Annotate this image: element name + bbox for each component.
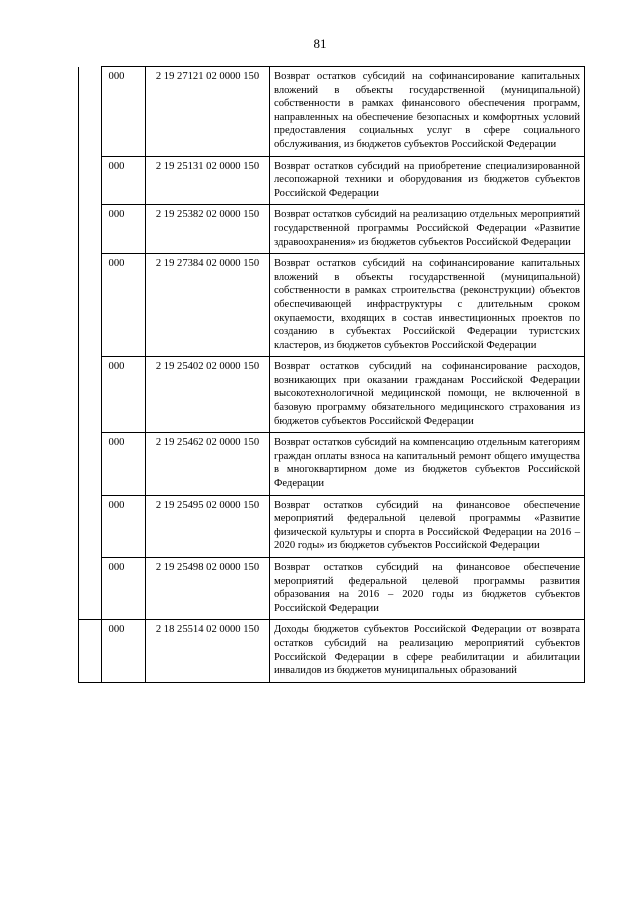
income-name-cell: Доходы бюджетов субъектов Российской Федерации от возврата остатков субсидий на реализацию мероприятий субъектов Российской Федерации в сфере реабилитации и абилитации инвалидов из бюджетов муниципальных образований <box>270 620 585 682</box>
blank-cell <box>79 495 102 557</box>
income-name-cell: Возврат остатков субсидий на софинансирование расходов, возникающих при оказании гражданам Российской Федерации высокотехнологичной медицинской помощи, не включенной в базовую программу обязательного медицинского страхования из бюджетов субъектов Российской Федерации <box>270 357 585 433</box>
table-row <box>79 620 585 682</box>
admin-code-cell: 000 <box>102 357 146 433</box>
admin-code-cell: 000 <box>102 254 146 357</box>
table-row <box>79 67 585 157</box>
budget-code-cell: 2 19 25495 02 0000 150 <box>146 495 270 557</box>
table-row <box>79 254 585 357</box>
budget-code-cell: 2 19 27384 02 0000 150 <box>146 254 270 357</box>
table-body <box>79 67 585 683</box>
budget-code-cell: 2 19 27121 02 0000 150 <box>146 67 270 157</box>
blank-cell <box>79 357 102 433</box>
table-row <box>79 558 585 620</box>
admin-code-cell: 000 <box>102 620 146 682</box>
blank-cell <box>79 67 102 157</box>
admin-code-cell: 000 <box>102 558 146 620</box>
budget-code-cell: 2 19 25402 02 0000 150 <box>146 357 270 433</box>
blank-cell <box>79 156 102 205</box>
admin-code-cell: 000 <box>102 205 146 254</box>
page-number: 81 <box>313 36 327 51</box>
blank-cell <box>79 205 102 254</box>
income-name-cell: Возврат остатков субсидий на реализацию отдельных мероприятий государственной программы Российской Федерации «Развитие здравоохранения» из бюджетов субъектов Российской Федерации <box>270 205 585 254</box>
blank-cell <box>79 558 102 620</box>
budget-code-cell: 2 19 25462 02 0000 150 <box>146 433 270 495</box>
admin-code-cell: 000 <box>102 156 146 205</box>
income-name-cell: Возврат остатков субсидий на приобретение специализированной лесопожарной техники и оборудования из бюджетов субъектов Российской Федерации <box>270 156 585 205</box>
blank-cell <box>79 254 102 357</box>
table-row <box>79 357 585 433</box>
budget-code-cell: 2 19 25131 02 0000 150 <box>146 156 270 205</box>
income-name-cell: Возврат остатков субсидий на финансовое обеспечение мероприятий федеральной целевой программы развития образования на 2016 – 2020 годы из бюджетов субъектов Российской Федерации <box>270 558 585 620</box>
table-row <box>79 433 585 495</box>
budget-code-cell: 2 19 25382 02 0000 150 <box>146 205 270 254</box>
blank-cell <box>79 620 102 682</box>
income-name-cell: Возврат остатков субсидий на софинансирование капитальных вложений в объекты государственной (муниципальной) собственности в рамках строительства (реконструкции) объектов обеспечивающей инфраструктуры с длительным сроком окупаемости, входящих в состав инвестиционных проектов по созданию в субъектах Российской Федерации туристских кластеров, из бюджетов субъектов Российской Федерации <box>270 254 585 357</box>
budget-codes-table <box>78 66 585 683</box>
income-name-cell: Возврат остатков субсидий на финансовое обеспечение мероприятий федеральной целевой программы «Развитие физической культуры и спорта в Российской Федерации на 2016 – 2020 годы» из бюджетов субъектов Российской Федерации <box>270 495 585 557</box>
budget-code-cell: 2 19 25498 02 0000 150 <box>146 558 270 620</box>
income-name-cell: Возврат остатков субсидий на софинансирование капитальных вложений в объекты государственной (муниципальной) собственности в рамках финансового обеспечения программ, направленных на обеспечение безопасных и комфортных условий предоставления социальных услуг в сфере социального обслуживания, из бюджетов субъектов Российской Федерации <box>270 67 585 157</box>
admin-code-cell: 000 <box>102 495 146 557</box>
budget-code-cell: 2 18 25514 02 0000 150 <box>146 620 270 682</box>
admin-code-cell: 000 <box>102 433 146 495</box>
table-row <box>79 156 585 205</box>
income-name-cell: Возврат остатков субсидий на компенсацию отдельным категориям граждан оплаты взноса на капитальный ремонт общего имущества в многоквартирном доме из бюджетов субъектов Российской Федерации <box>270 433 585 495</box>
blank-cell <box>79 433 102 495</box>
table-row <box>79 205 585 254</box>
admin-code-cell: 000 <box>102 67 146 157</box>
table-row <box>79 495 585 557</box>
